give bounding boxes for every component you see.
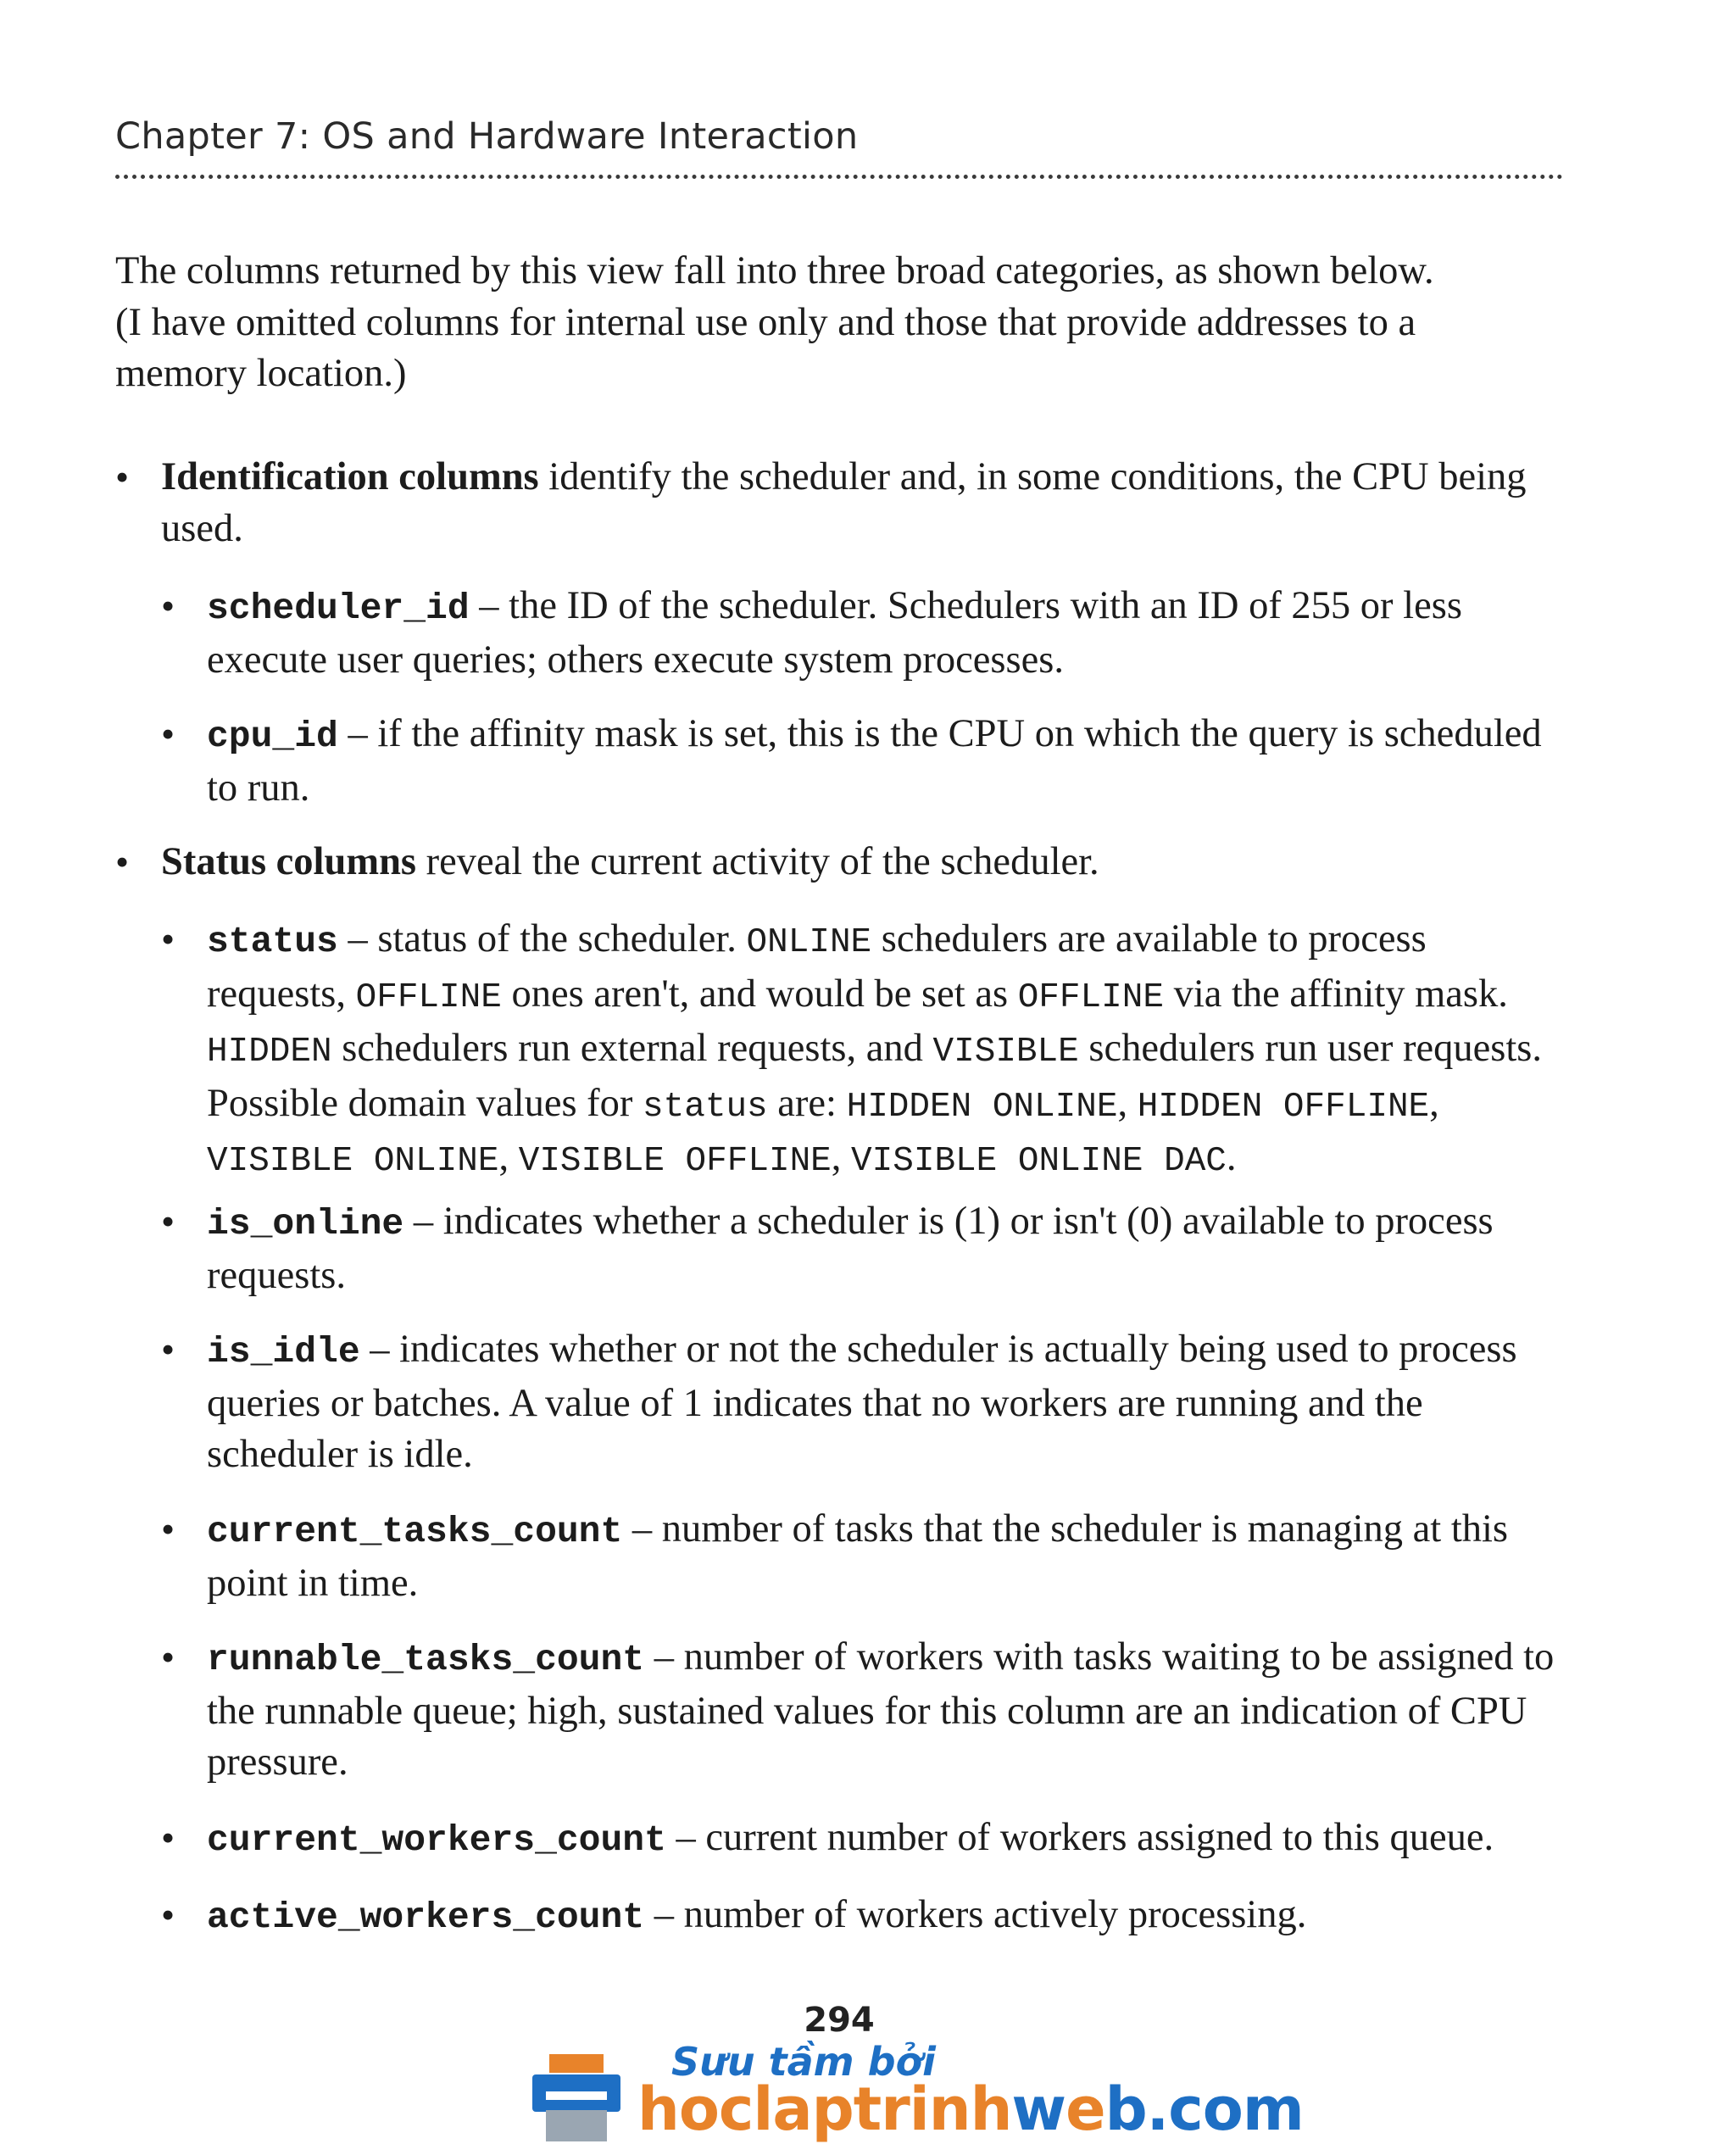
item-text: – the ID of the scheduler. Schedulers with an ID of 255 or less execute user queries; others execute system processes. (207, 584, 1462, 682)
watermark-part: e (1066, 2074, 1105, 2144)
item-term: runnable_tasks_count (207, 1639, 645, 1680)
list-item-body (207, 1813, 1565, 1867)
watermark-part: hoclaptrinh (637, 2074, 1012, 2144)
item-term: scheduler_id (207, 588, 470, 629)
list-item-body (207, 581, 1565, 686)
bullet-marker: • (161, 1507, 175, 1551)
item-text: – number of workers with tasks waiting to be assigned to the runnable queue; high, sustained values for this column are an indication of CPU pressure. (207, 1635, 1555, 1784)
code-value: OFFLINE (355, 977, 502, 1017)
item-term: Status columns (161, 840, 417, 883)
list-item-body (207, 1196, 1565, 1301)
list-item-identification-columns (115, 452, 1565, 554)
list-item-body (161, 837, 1565, 888)
watermark-site-name (637, 2074, 1304, 2144)
list-item-body (207, 1504, 1565, 1609)
item-term: active_workers_count (207, 1896, 645, 1938)
list-item-runnable-tasks-count (161, 1632, 1565, 1789)
watermark-part: w (1011, 2074, 1066, 2144)
item-text: schedulers run user requests. Possible domain values for (207, 1027, 1542, 1125)
bullet-marker: • (161, 917, 175, 961)
item-text: , (1117, 1081, 1138, 1125)
watermark-part: b.com (1104, 2074, 1304, 2144)
list-item-body (207, 1632, 1565, 1789)
header-dotted-rule (115, 175, 1563, 179)
list-item-body (161, 452, 1565, 554)
code-value: VISIBLE OFFLINE (518, 1142, 832, 1181)
item-text: , (498, 1136, 519, 1179)
list-item-body (207, 1890, 1565, 1944)
item-text: – indicates whether or not the scheduler is actually being used to process queries or batches. A value of 1 indicates that no workers are running and the scheduler is idle. (207, 1328, 1517, 1476)
watermark-tagline: Sưu tầm bởi (671, 2039, 936, 2085)
list-item-current-workers-count (161, 1813, 1565, 1867)
item-text: – if the affinity mask is set, this is the CPU on which the query is scheduled to run. (207, 712, 1542, 810)
item-text: , (831, 1136, 852, 1179)
list-item-is-idle (161, 1324, 1565, 1481)
list-item-is-online (161, 1196, 1565, 1301)
code-value: ONLINE (746, 923, 872, 962)
item-text: via the affinity mask. (1163, 972, 1508, 1016)
item-term: status (207, 921, 338, 962)
bullet-marker: • (161, 1635, 175, 1679)
bullet-marker: • (161, 1893, 175, 1936)
item-text: are: (767, 1081, 847, 1125)
item-term: current_workers_count (207, 1819, 666, 1861)
list-item-body (207, 1324, 1565, 1481)
list-item-body (207, 914, 1565, 1188)
intro-line: memory location.) (115, 352, 407, 395)
item-text: – number of tasks that the scheduler is managing at this point in time. (207, 1507, 1509, 1605)
item-text: – current number of workers assigned to this queue. (665, 1816, 1494, 1859)
item-text: , (1429, 1081, 1439, 1125)
list-item-status (161, 914, 1565, 1188)
item-text: – status of the scheduler. (337, 917, 747, 961)
item-term: is_online (207, 1203, 404, 1245)
bullet-marker: • (161, 712, 175, 755)
bullet-marker: • (161, 584, 175, 627)
list-item-cpu-id (161, 709, 1565, 814)
list-item-scheduler-id (161, 581, 1565, 686)
item-text: . (1226, 1136, 1237, 1179)
page-number: 294 (804, 2001, 875, 2040)
item-text: ones aren't, and would be set as (501, 972, 1018, 1016)
item-text: – number of workers actively processing. (644, 1893, 1307, 1936)
code-value: VISIBLE (932, 1033, 1079, 1072)
list-item-active-workers-count (161, 1890, 1565, 1944)
code-value: HIDDEN ONLINE (846, 1087, 1118, 1127)
code-value: VISIBLE ONLINE (207, 1142, 499, 1181)
list-item-current-tasks-count (161, 1504, 1565, 1609)
item-text: identify the scheduler and, in some conditions, the CPU being used. (161, 455, 1527, 550)
code-value: status (643, 1087, 768, 1127)
item-term: cpu_id (207, 716, 338, 757)
bullet-marker: • (115, 455, 130, 498)
item-text: schedulers run external requests, and (331, 1027, 933, 1070)
printer-logo-icon (526, 2054, 627, 2141)
intro-paragraph (115, 246, 1582, 400)
chapter-header: Chapter 7: OS and Hardware Interaction (115, 115, 859, 158)
bullet-marker: • (161, 1328, 175, 1371)
item-term: is_idle (207, 1331, 360, 1373)
bullet-marker: • (115, 840, 130, 883)
code-value: VISIBLE ONLINE DAC (851, 1142, 1227, 1181)
watermark (526, 2039, 1304, 2144)
code-value: HIDDEN (207, 1033, 332, 1072)
item-text: reveal the current activity of the scheduler. (416, 840, 1099, 883)
item-term: Identification columns (161, 455, 539, 498)
intro-line: (I have omitted columns for internal use only and those that provide addresses to a (115, 300, 1416, 344)
bullet-marker: • (161, 1816, 175, 1859)
code-value: OFFLINE (1017, 977, 1164, 1017)
item-text: – indicates whether a scheduler is (1) or isn't (0) available to process requests. (207, 1200, 1494, 1297)
list-item-body (207, 709, 1565, 814)
intro-line: The columns returned by this view fall into three broad categories, as shown below. (115, 249, 1434, 292)
code-value: HIDDEN OFFLINE (1137, 1087, 1430, 1127)
bullet-marker: • (161, 1200, 175, 1243)
item-text: schedulers are available to process requests, (207, 917, 1427, 1016)
list-item-status-columns (115, 837, 1565, 888)
item-term: current_tasks_count (207, 1511, 623, 1552)
